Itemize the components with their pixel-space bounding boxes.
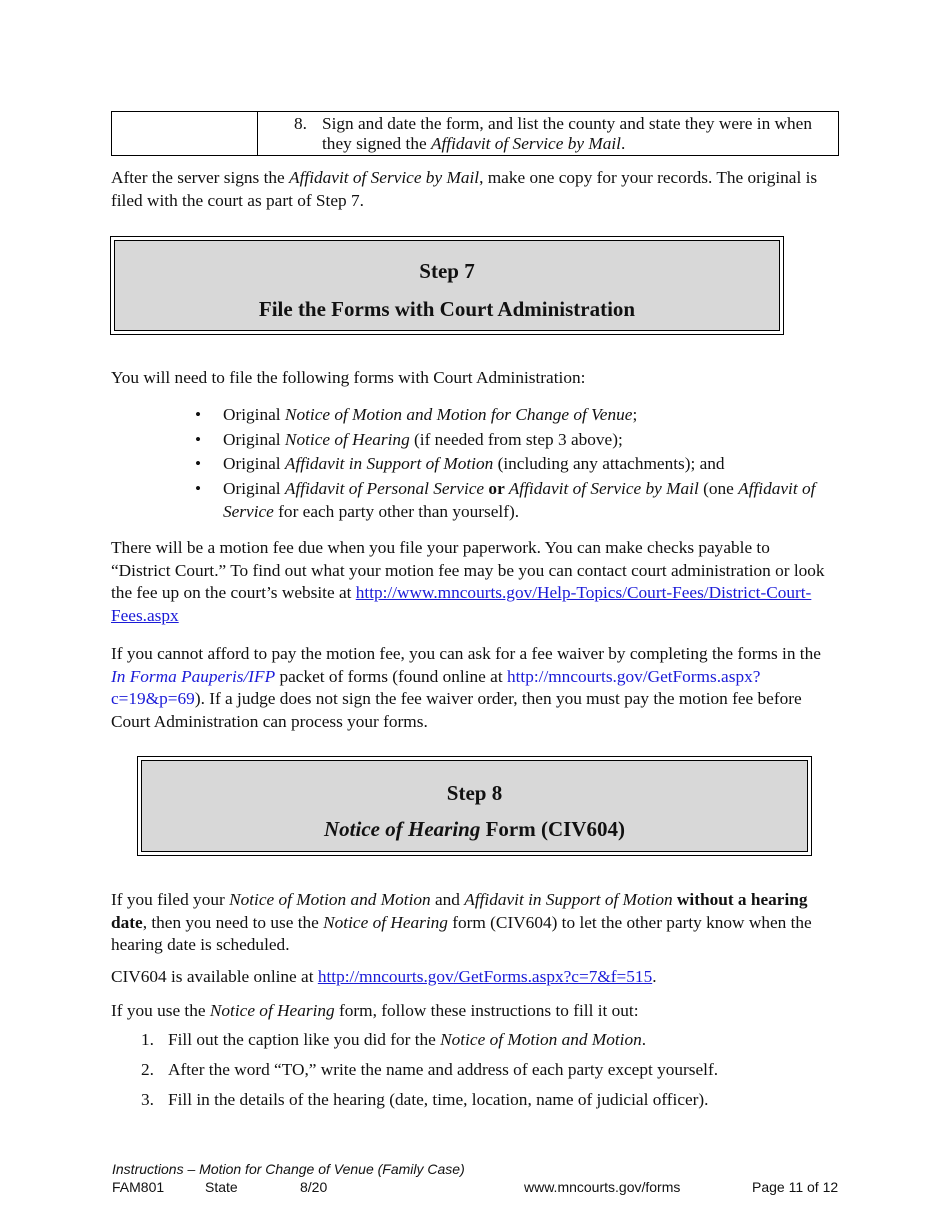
step-7-intro: You will need to file the following forms with Court Administration:: [111, 368, 586, 387]
list-item: 1. Fill out the caption like you did for the Notice of Motion and Motion.: [141, 1030, 647, 1049]
server-copy-paragraph: After the server signs the Affidavit of Service by Mail, make one copy for your records. The original is filed with the court as part of Step 7.: [111, 168, 818, 210]
table-step-text: Sign and date the form, and list the county and state they were in when they signed the Affidavit of Service by Mail.: [322, 114, 812, 153]
hearing-date-paragraph: If you filed your Notice of Motion and Motion and Affidavit in Support of Motion without a hearing date, then you need to use the Notice of Hearing form (CIV604) to let the other party know when the hearing date is scheduled.: [111, 890, 812, 954]
list-item: • Original Affidavit of Personal Service or Affidavit of Service by Mail (one Affidavit of Service for each party other than yourself).: [195, 477, 835, 523]
footer-title: Instructions – Motion for Change of Venue (Family Case): [112, 1161, 465, 1177]
table-cell-empty: [112, 112, 258, 155]
step-8-heading-box: [137, 756, 812, 856]
list-item: 2. After the word “TO,” write the name and address of each party except yourself.: [141, 1060, 719, 1079]
table-fragment: [111, 111, 839, 156]
table-step-number: 8.: [294, 114, 307, 133]
list-item: 3. Fill in the details of the hearing (date, time, location, name of judicial officer).: [141, 1090, 709, 1109]
step-7-heading-box: [110, 236, 784, 335]
footer-website: www.mncourts.gov/forms: [524, 1179, 681, 1195]
page-footer: [112, 1160, 840, 1196]
list-item: • Original Notice of Motion and Motion for Change of Venue;: [195, 403, 835, 428]
footer-page-number: Page 11 of 12: [752, 1179, 839, 1195]
list-item: • Original Notice of Hearing (if needed from step 3 above);: [195, 428, 835, 453]
ifp-link[interactable]: In Forma Pauperis/IFP: [111, 666, 276, 686]
instructions-table-row: [111, 111, 839, 156]
fee-waiver-paragraph: If you cannot afford to pay the motion fee, you can ask for a fee waiver by completing the forms in the In Forma Pauperis/IFP packet of forms (found online at http://mncourts.gov/GetForms.aspx?c=19&p=69). If a judge does not sign the fee waiver order, then you must pay the motion fee before Court Administration can process your forms.: [111, 644, 821, 731]
instructions-intro: If you use the Notice of Hearing form, follow these instructions to fill it out:: [111, 1001, 639, 1020]
ifp-forms-url[interactable]: http://mncourts.gov/GetForms.aspx?c=19&p=69: [111, 666, 761, 708]
notice-of-hearing-steps: [141, 1029, 841, 1119]
footer-date: 8/20: [300, 1179, 328, 1195]
motion-fee-paragraph: There will be a motion fee due when you file your paperwork. You can make checks payable to “District Court.” To find out what your motion fee may be you can contact court administration or look the fee up on the court’s website at http://www.mncourts.gov/Help-Topics/Court-Fees/District-Court-Fees.aspx: [111, 538, 825, 625]
civ604-link[interactable]: http://mncourts.gov/GetForms.aspx?c=7&f=515: [317, 967, 653, 986]
list-item: • Original Affidavit in Support of Motion (including any attachments); and: [195, 452, 835, 477]
footer-form-code: FAM801: [112, 1179, 165, 1195]
table-cell-step: [258, 112, 838, 155]
step-7-label: Step 7: [419, 259, 475, 283]
step-8-title: Notice of Hearing Form (CIV604): [324, 817, 625, 841]
forms-to-file-list: [195, 403, 835, 523]
court-fees-link[interactable]: http://www.mncourts.gov/Help-Topics/Court-Fees/District-Court-Fees.aspx: [111, 583, 812, 625]
civ604-paragraph: CIV604 is available online at http://mncourts.gov/GetForms.aspx?c=7&f=515.: [111, 967, 657, 986]
step-8-label: Step 8: [446, 781, 503, 805]
footer-jurisdiction: State: [205, 1179, 238, 1195]
step-7-title: File the Forms with Court Administration: [258, 297, 636, 321]
